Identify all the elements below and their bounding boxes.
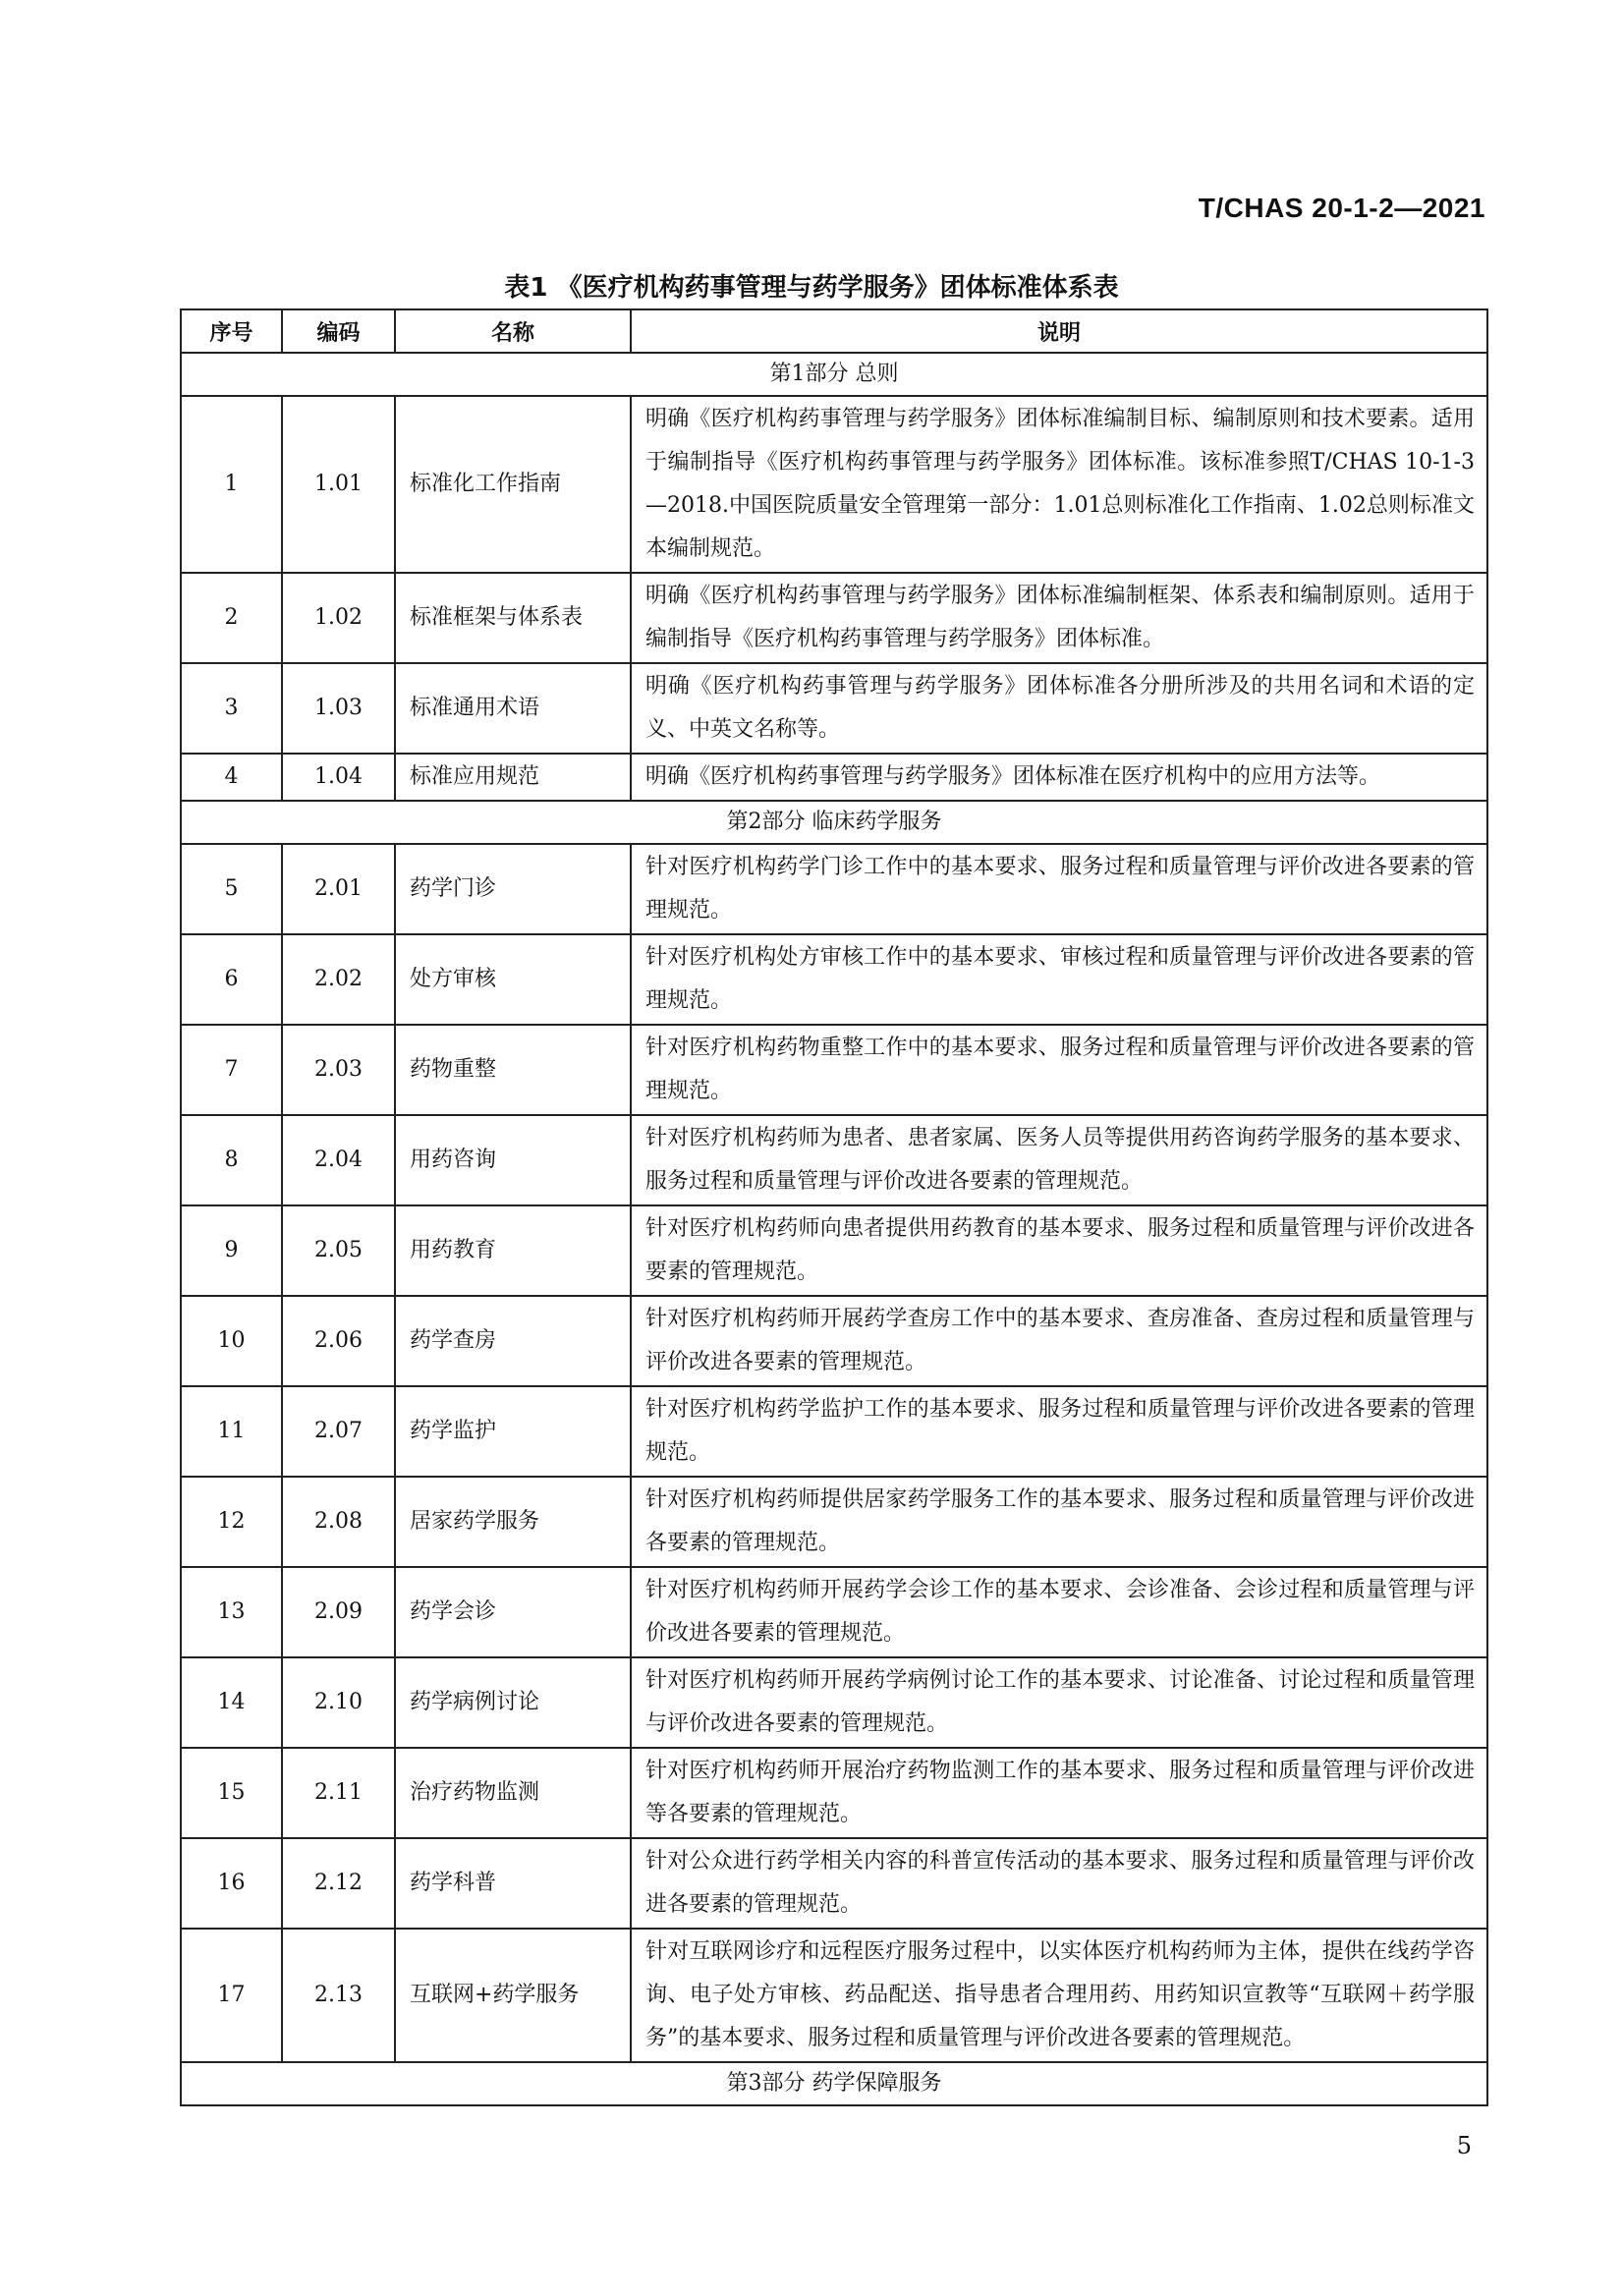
table-header-row <box>181 309 1487 353</box>
row-description: 明确《医疗机构药事管理与药学服务》团体标准各分册所涉及的共用名词和术语的定义、中英文名称等。 <box>631 663 1487 754</box>
row-name: 治疗药物监测 <box>395 1748 631 1838</box>
row-name: 处方审核 <box>395 934 631 1025</box>
section-row <box>181 353 1487 396</box>
row-number: 15 <box>181 1748 282 1838</box>
table-row <box>181 1748 1487 1838</box>
row-description: 针对医疗机构药师开展药学会诊工作的基本要求、会诊准备、会诊过程和质量管理与评价改进各要素的管理规范。 <box>631 1567 1487 1657</box>
standards-table <box>180 308 1488 2106</box>
row-number: 8 <box>181 1115 282 1205</box>
row-name: 药学会诊 <box>395 1567 631 1657</box>
section-title: 第1部分 总则 <box>181 353 1487 396</box>
row-number: 10 <box>181 1296 282 1386</box>
table-row <box>181 1657 1487 1748</box>
row-name: 互联网+药学服务 <box>395 1929 631 2062</box>
row-description: 明确《医疗机构药事管理与药学服务》团体标准编制框架、体系表和编制原则。适用于编制指导《医疗机构药事管理与药学服务》团体标准。 <box>631 573 1487 663</box>
row-description: 明确《医疗机构药事管理与药学服务》团体标准在医疗机构中的应用方法等。 <box>631 754 1487 801</box>
table-row <box>181 1025 1487 1115</box>
table-row <box>181 844 1487 934</box>
row-number: 4 <box>181 754 282 801</box>
section-title: 第3部分 药学保障服务 <box>181 2062 1487 2105</box>
row-code: 1.04 <box>282 754 395 801</box>
row-code: 2.05 <box>282 1205 395 1296</box>
row-code: 2.08 <box>282 1477 395 1567</box>
table-row <box>181 573 1487 663</box>
section-title: 第2部分 临床药学服务 <box>181 801 1487 844</box>
column-header: 名称 <box>395 309 631 353</box>
row-name: 用药教育 <box>395 1205 631 1296</box>
row-code: 1.01 <box>282 396 395 573</box>
table-row <box>181 754 1487 801</box>
row-name: 药学监护 <box>395 1386 631 1477</box>
table-row <box>181 1477 1487 1567</box>
column-header: 编码 <box>282 309 395 353</box>
row-code: 2.06 <box>282 1296 395 1386</box>
row-description: 针对医疗机构药师开展药学病例讨论工作的基本要求、讨论准备、讨论过程和质量管理与评价改进各要素的管理规范。 <box>631 1657 1487 1748</box>
row-code: 2.13 <box>282 1929 395 2062</box>
row-description: 针对医疗机构药学门诊工作中的基本要求、服务过程和质量管理与评价改进各要素的管理规范。 <box>631 844 1487 934</box>
column-header: 说明 <box>631 309 1487 353</box>
row-code: 2.01 <box>282 844 395 934</box>
row-description: 针对医疗机构药物重整工作中的基本要求、服务过程和质量管理与评价改进各要素的管理规范。 <box>631 1025 1487 1115</box>
row-number: 9 <box>181 1205 282 1296</box>
table-row <box>181 1386 1487 1477</box>
row-number: 11 <box>181 1386 282 1477</box>
row-number: 1 <box>181 396 282 573</box>
row-number: 2 <box>181 573 282 663</box>
row-number: 16 <box>181 1838 282 1929</box>
row-code: 2.09 <box>282 1567 395 1657</box>
row-name: 标准化工作指南 <box>395 396 631 573</box>
table-row <box>181 934 1487 1025</box>
row-description: 针对医疗机构药师开展治疗药物监测工作的基本要求、服务过程和质量管理与评价改进等各要素的管理规范。 <box>631 1748 1487 1838</box>
row-number: 17 <box>181 1929 282 2062</box>
section-row <box>181 2062 1487 2105</box>
row-description: 针对公众进行药学相关内容的科普宣传活动的基本要求、服务过程和质量管理与评价改进各要素的管理规范。 <box>631 1838 1487 1929</box>
row-description: 针对医疗机构处方审核工作中的基本要求、审核过程和质量管理与评价改进各要素的管理规范。 <box>631 934 1487 1025</box>
row-code: 2.12 <box>282 1838 395 1929</box>
row-code: 2.03 <box>282 1025 395 1115</box>
row-number: 13 <box>181 1567 282 1657</box>
row-name: 药学查房 <box>395 1296 631 1386</box>
row-name: 药学门诊 <box>395 844 631 934</box>
row-name: 标准应用规范 <box>395 754 631 801</box>
row-name: 标准通用术语 <box>395 663 631 754</box>
row-description: 针对医疗机构药学监护工作的基本要求、服务过程和质量管理与评价改进各要素的管理规范。 <box>631 1386 1487 1477</box>
row-number: 7 <box>181 1025 282 1115</box>
table-row <box>181 1929 1487 2062</box>
row-code: 1.03 <box>282 663 395 754</box>
table-row <box>181 1296 1487 1386</box>
row-name: 标准框架与体系表 <box>395 573 631 663</box>
table-row <box>181 663 1487 754</box>
page-number: 5 <box>1456 2132 1472 2159</box>
table-title: 表1 《医疗机构药事管理与药学服务》团体标准体系表 <box>504 273 1119 303</box>
row-code: 2.02 <box>282 934 395 1025</box>
standard-code: T/CHAS 20-1-2—2021 <box>1198 193 1485 223</box>
row-name: 药学病例讨论 <box>395 1657 631 1748</box>
table-row <box>181 396 1487 573</box>
row-name: 居家药学服务 <box>395 1477 631 1567</box>
table-row <box>181 1205 1487 1296</box>
row-number: 3 <box>181 663 282 754</box>
row-code: 2.11 <box>282 1748 395 1838</box>
row-code: 1.02 <box>282 573 395 663</box>
table-row <box>181 1115 1487 1205</box>
row-description: 明确《医疗机构药事管理与药学服务》团体标准编制目标、编制原则和技术要素。适用于编制指导《医疗机构药事管理与药学服务》团体标准。该标准参照T/CHAS 10-1-3—2018.中国医院质量安全管理第一部分：1.01总则标准化工作指南、1.02总则标准文本编制规范。 <box>631 396 1487 573</box>
row-description: 针对医疗机构药师为患者、患者家属、医务人员等提供用药咨询药学服务的基本要求、服务过程和质量管理与评价改进各要素的管理规范。 <box>631 1115 1487 1205</box>
row-number: 6 <box>181 934 282 1025</box>
row-code: 2.07 <box>282 1386 395 1477</box>
row-number: 12 <box>181 1477 282 1567</box>
row-description: 针对医疗机构药师开展药学查房工作中的基本要求、查房准备、查房过程和质量管理与评价改进各要素的管理规范。 <box>631 1296 1487 1386</box>
row-name: 药物重整 <box>395 1025 631 1115</box>
table-row <box>181 1838 1487 1929</box>
row-description: 针对互联网诊疗和远程医疗服务过程中，以实体医疗机构药师为主体，提供在线药学咨询、电子处方审核、药品配送、指导患者合理用药、用药知识宣教等“互联网＋药学服务”的基本要求、服务过程和质量管理与评价改进各要素的管理规范。 <box>631 1929 1487 2062</box>
row-description: 针对医疗机构药师提供居家药学服务工作的基本要求、服务过程和质量管理与评价改进各要素的管理规范。 <box>631 1477 1487 1567</box>
row-name: 药学科普 <box>395 1838 631 1929</box>
row-number: 14 <box>181 1657 282 1748</box>
row-number: 5 <box>181 844 282 934</box>
table-row <box>181 1567 1487 1657</box>
row-name: 用药咨询 <box>395 1115 631 1205</box>
row-code: 2.04 <box>282 1115 395 1205</box>
column-header: 序号 <box>181 309 282 353</box>
section-row <box>181 801 1487 844</box>
row-code: 2.10 <box>282 1657 395 1748</box>
row-description: 针对医疗机构药师向患者提供用药教育的基本要求、服务过程和质量管理与评价改进各要素的管理规范。 <box>631 1205 1487 1296</box>
